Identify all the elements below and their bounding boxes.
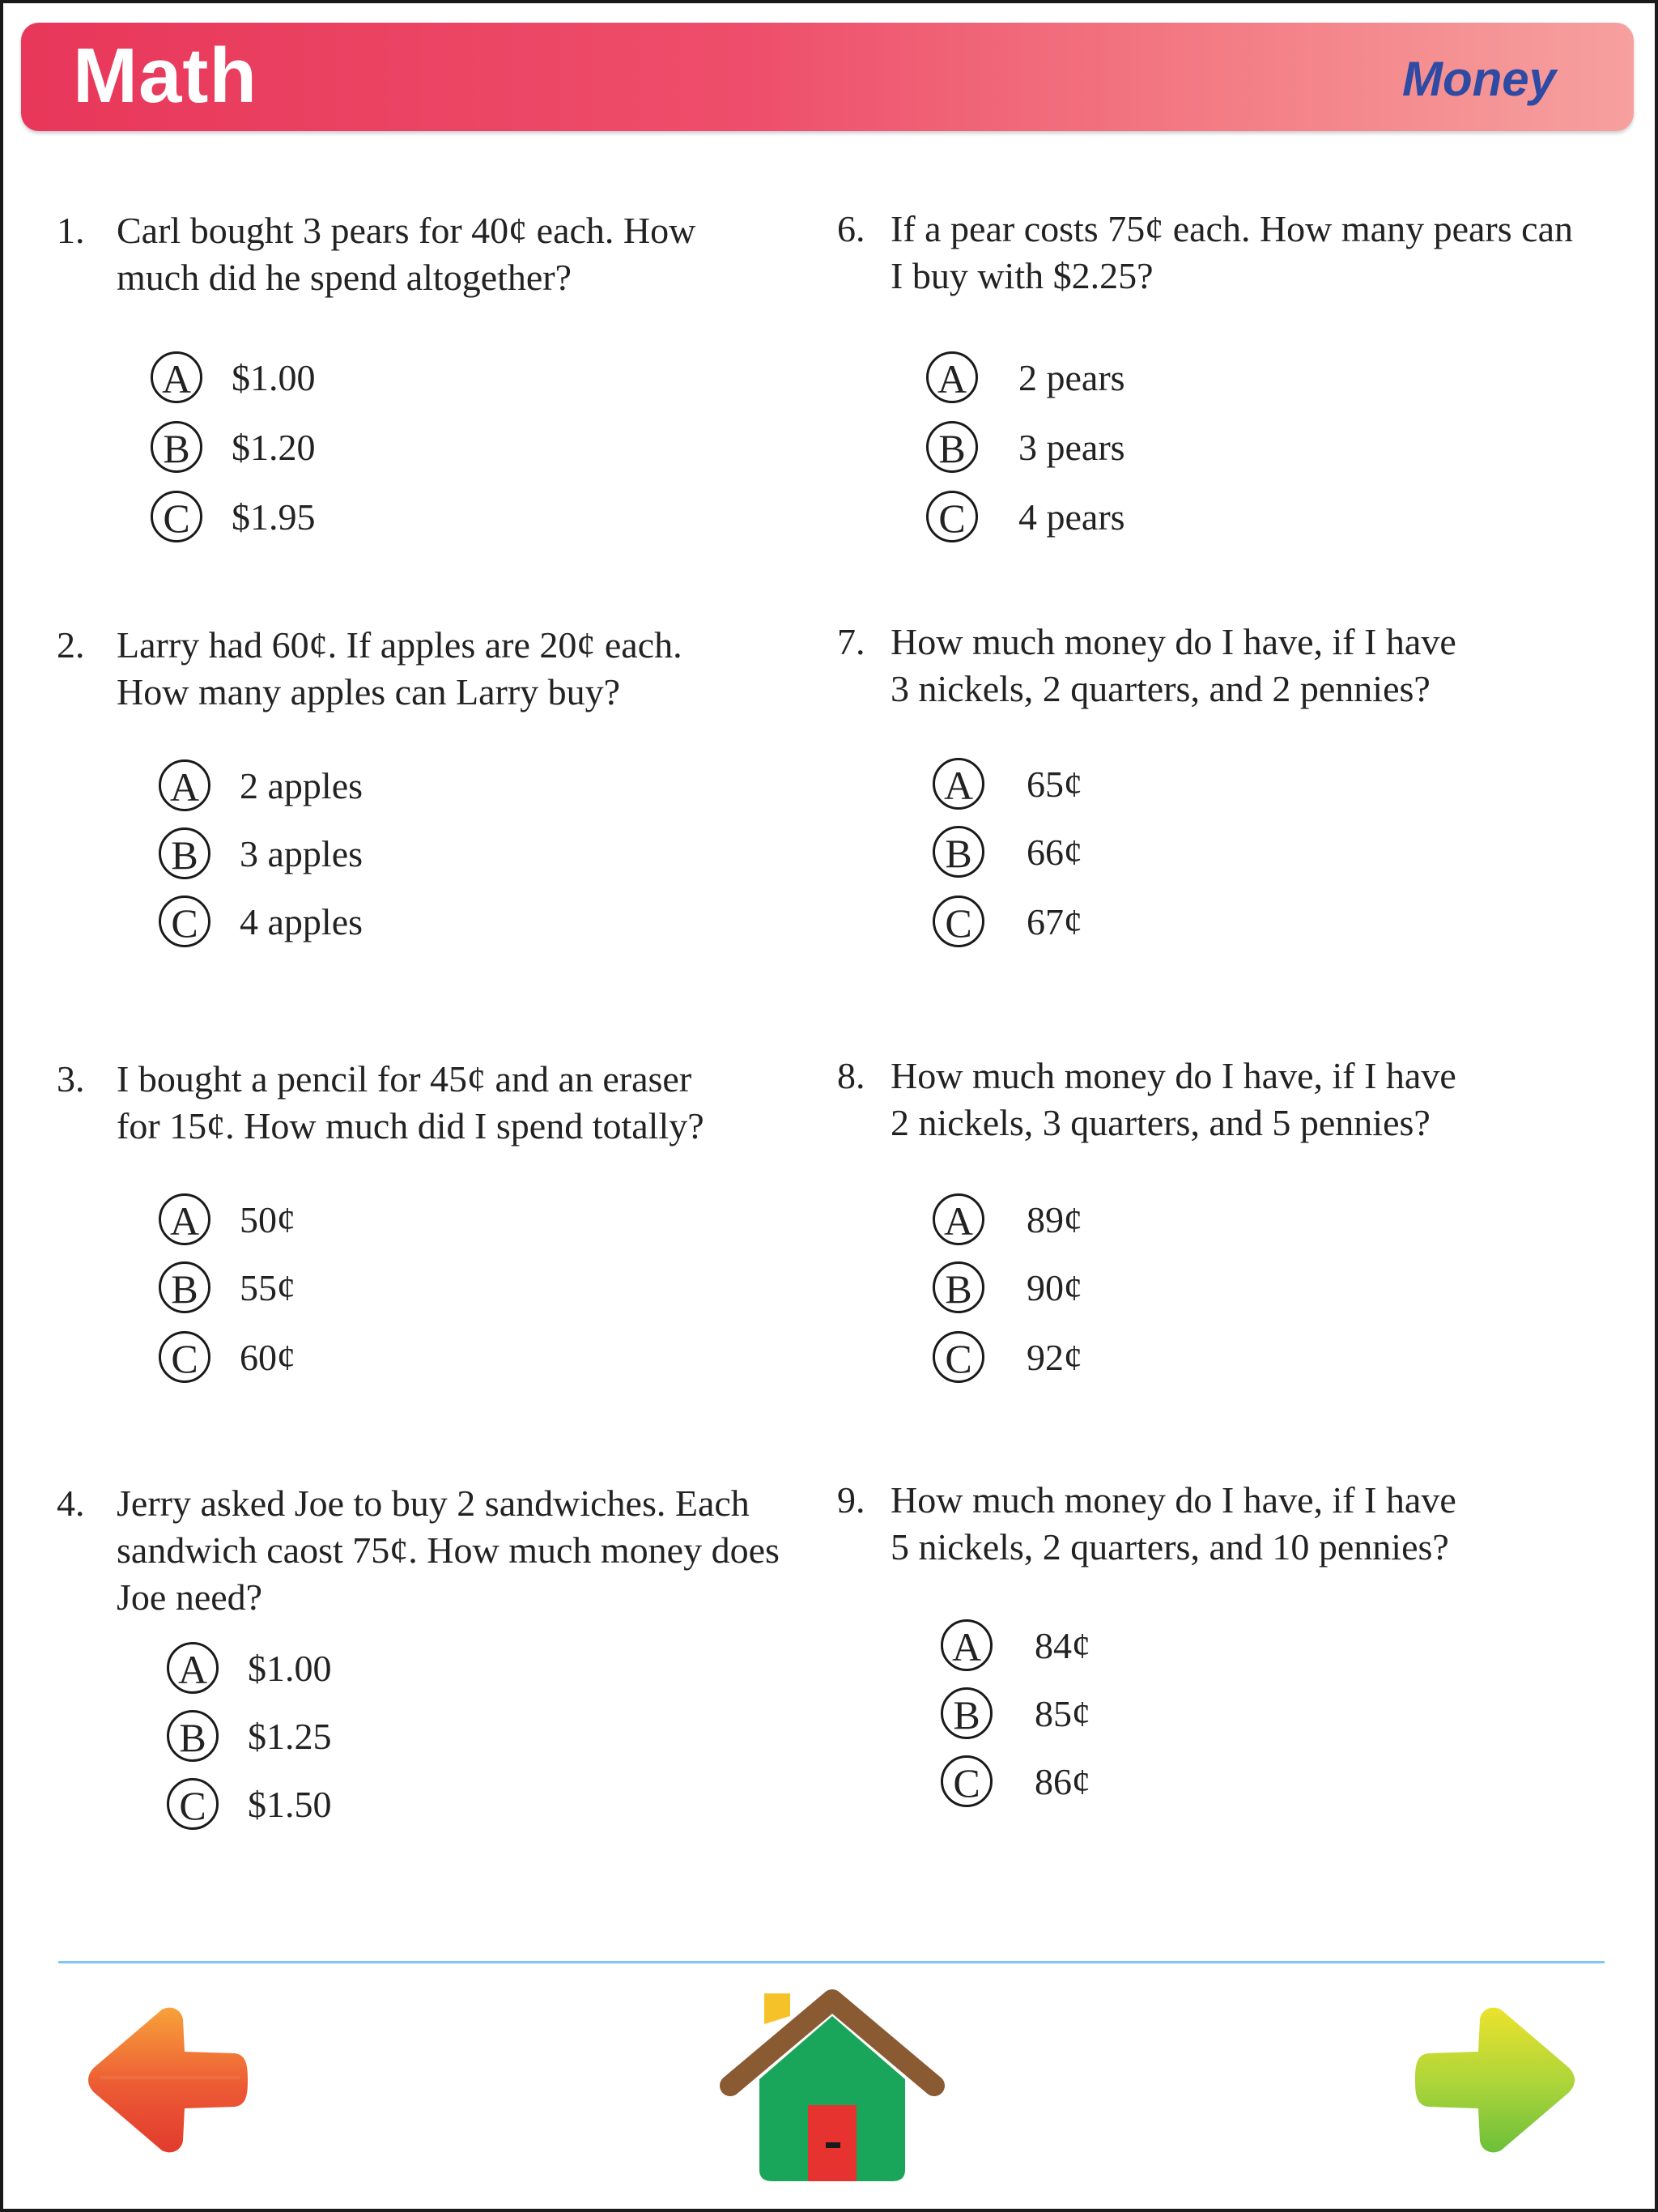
option-letter[interactable]: B	[933, 826, 984, 878]
option-text: 90¢	[1027, 1267, 1082, 1308]
question-number: 4.	[57, 1482, 85, 1524]
question-number: 1.	[57, 210, 85, 251]
question-number: 7.	[837, 621, 865, 662]
option-letter[interactable]: C	[159, 895, 210, 947]
question-text: How much money do I have, if I have 5 nickels, 2 quarters, and 10 pennies?	[891, 1479, 1456, 1568]
option-letter[interactable]: C	[933, 895, 984, 947]
option-text: 85¢	[1035, 1693, 1090, 1734]
option-letter[interactable]: A	[941, 1619, 993, 1671]
question-text: Jerry asked Joe to buy 2 sandwiches. Each sandwich caost 75¢. How much money does Joe need?	[117, 1482, 780, 1618]
option-text: 92¢	[1027, 1337, 1082, 1378]
option-letter[interactable]: A	[933, 1193, 984, 1245]
option-letter[interactable]: A	[933, 758, 984, 810]
home-icon[interactable]	[719, 1984, 946, 2186]
option-letter[interactable]: A	[159, 759, 210, 811]
question-number: 9.	[837, 1479, 865, 1521]
option-text: 2 pears	[1018, 357, 1125, 398]
question-text: If a pear costs 75¢ each. How many pears can I buy with $2.25?	[891, 208, 1573, 296]
option-letter[interactable]: C	[167, 1778, 219, 1830]
question-number: 2.	[57, 624, 85, 666]
option-text: $1.00	[232, 357, 316, 398]
option-letter[interactable]: A	[151, 351, 202, 403]
header-banner	[21, 23, 1634, 131]
question-text: I bought a pencil for 45¢ and an eraser for 15¢. How much did I spend totally?	[117, 1058, 704, 1146]
option-letter[interactable]: C	[941, 1755, 993, 1807]
subject-title: Math	[73, 32, 257, 119]
question-text: Larry had 60¢. If apples are 20¢ each. How many apples can Larry buy?	[117, 624, 682, 713]
option-text: $1.95	[232, 496, 316, 538]
option-text: 4 apples	[240, 901, 363, 942]
option-text: $1.25	[248, 1716, 332, 1757]
option-text: 50¢	[240, 1199, 295, 1240]
option-letter[interactable]: C	[159, 1331, 210, 1383]
option-text: 4 pears	[1018, 496, 1125, 538]
option-letter[interactable]: C	[933, 1331, 984, 1383]
back-button[interactable]	[81, 2003, 251, 2157]
option-text: $1.50	[248, 1784, 332, 1825]
option-text: 3 pears	[1018, 427, 1125, 468]
option-text: 67¢	[1027, 901, 1082, 942]
option-letter[interactable]: A	[167, 1642, 219, 1694]
option-letter[interactable]: B	[941, 1687, 993, 1739]
option-letter[interactable]: B	[159, 827, 210, 879]
option-letter[interactable]: B	[151, 421, 202, 473]
option-text: $1.20	[232, 427, 316, 468]
option-text: 65¢	[1027, 764, 1082, 805]
option-letter[interactable]: B	[933, 1261, 984, 1313]
option-text: 84¢	[1035, 1625, 1090, 1666]
next-button[interactable]	[1412, 2003, 1582, 2157]
option-letter[interactable]: A	[926, 351, 978, 403]
option-letter[interactable]: B	[167, 1710, 219, 1762]
back-arrow-icon[interactable]	[81, 2003, 251, 2157]
option-text: 55¢	[240, 1267, 295, 1308]
option-letter[interactable]: C	[926, 491, 978, 542]
question-text: How much money do I have, if I have 3 nickels, 2 quarters, and 2 pennies?	[891, 621, 1456, 709]
option-text: 66¢	[1027, 832, 1082, 873]
next-arrow-icon[interactable]	[1412, 2003, 1582, 2157]
question-number: 8.	[837, 1055, 865, 1096]
question-text: Carl bought 3 pears for 40¢ each. How much did he spend altogether?	[117, 210, 696, 298]
option-text: 60¢	[240, 1337, 295, 1378]
option-letter[interactable]: C	[151, 491, 202, 542]
option-letter[interactable]: B	[159, 1261, 210, 1313]
question-number: 6.	[837, 208, 865, 249]
option-text: 2 apples	[240, 765, 363, 806]
option-text: $1.00	[248, 1648, 332, 1689]
option-text: 89¢	[1027, 1199, 1082, 1240]
option-text: 3 apples	[240, 833, 363, 874]
question-number: 3.	[57, 1058, 85, 1100]
question-text: How much money do I have, if I have 2 nickels, 3 quarters, and 5 pennies?	[891, 1055, 1456, 1143]
option-text: 86¢	[1035, 1761, 1090, 1802]
option-letter[interactable]: A	[159, 1193, 210, 1245]
option-letter[interactable]: B	[926, 421, 978, 473]
topic-title: Money	[1401, 52, 1556, 106]
home-button[interactable]	[719, 1984, 946, 2186]
footer-divider	[58, 1961, 1605, 1963]
